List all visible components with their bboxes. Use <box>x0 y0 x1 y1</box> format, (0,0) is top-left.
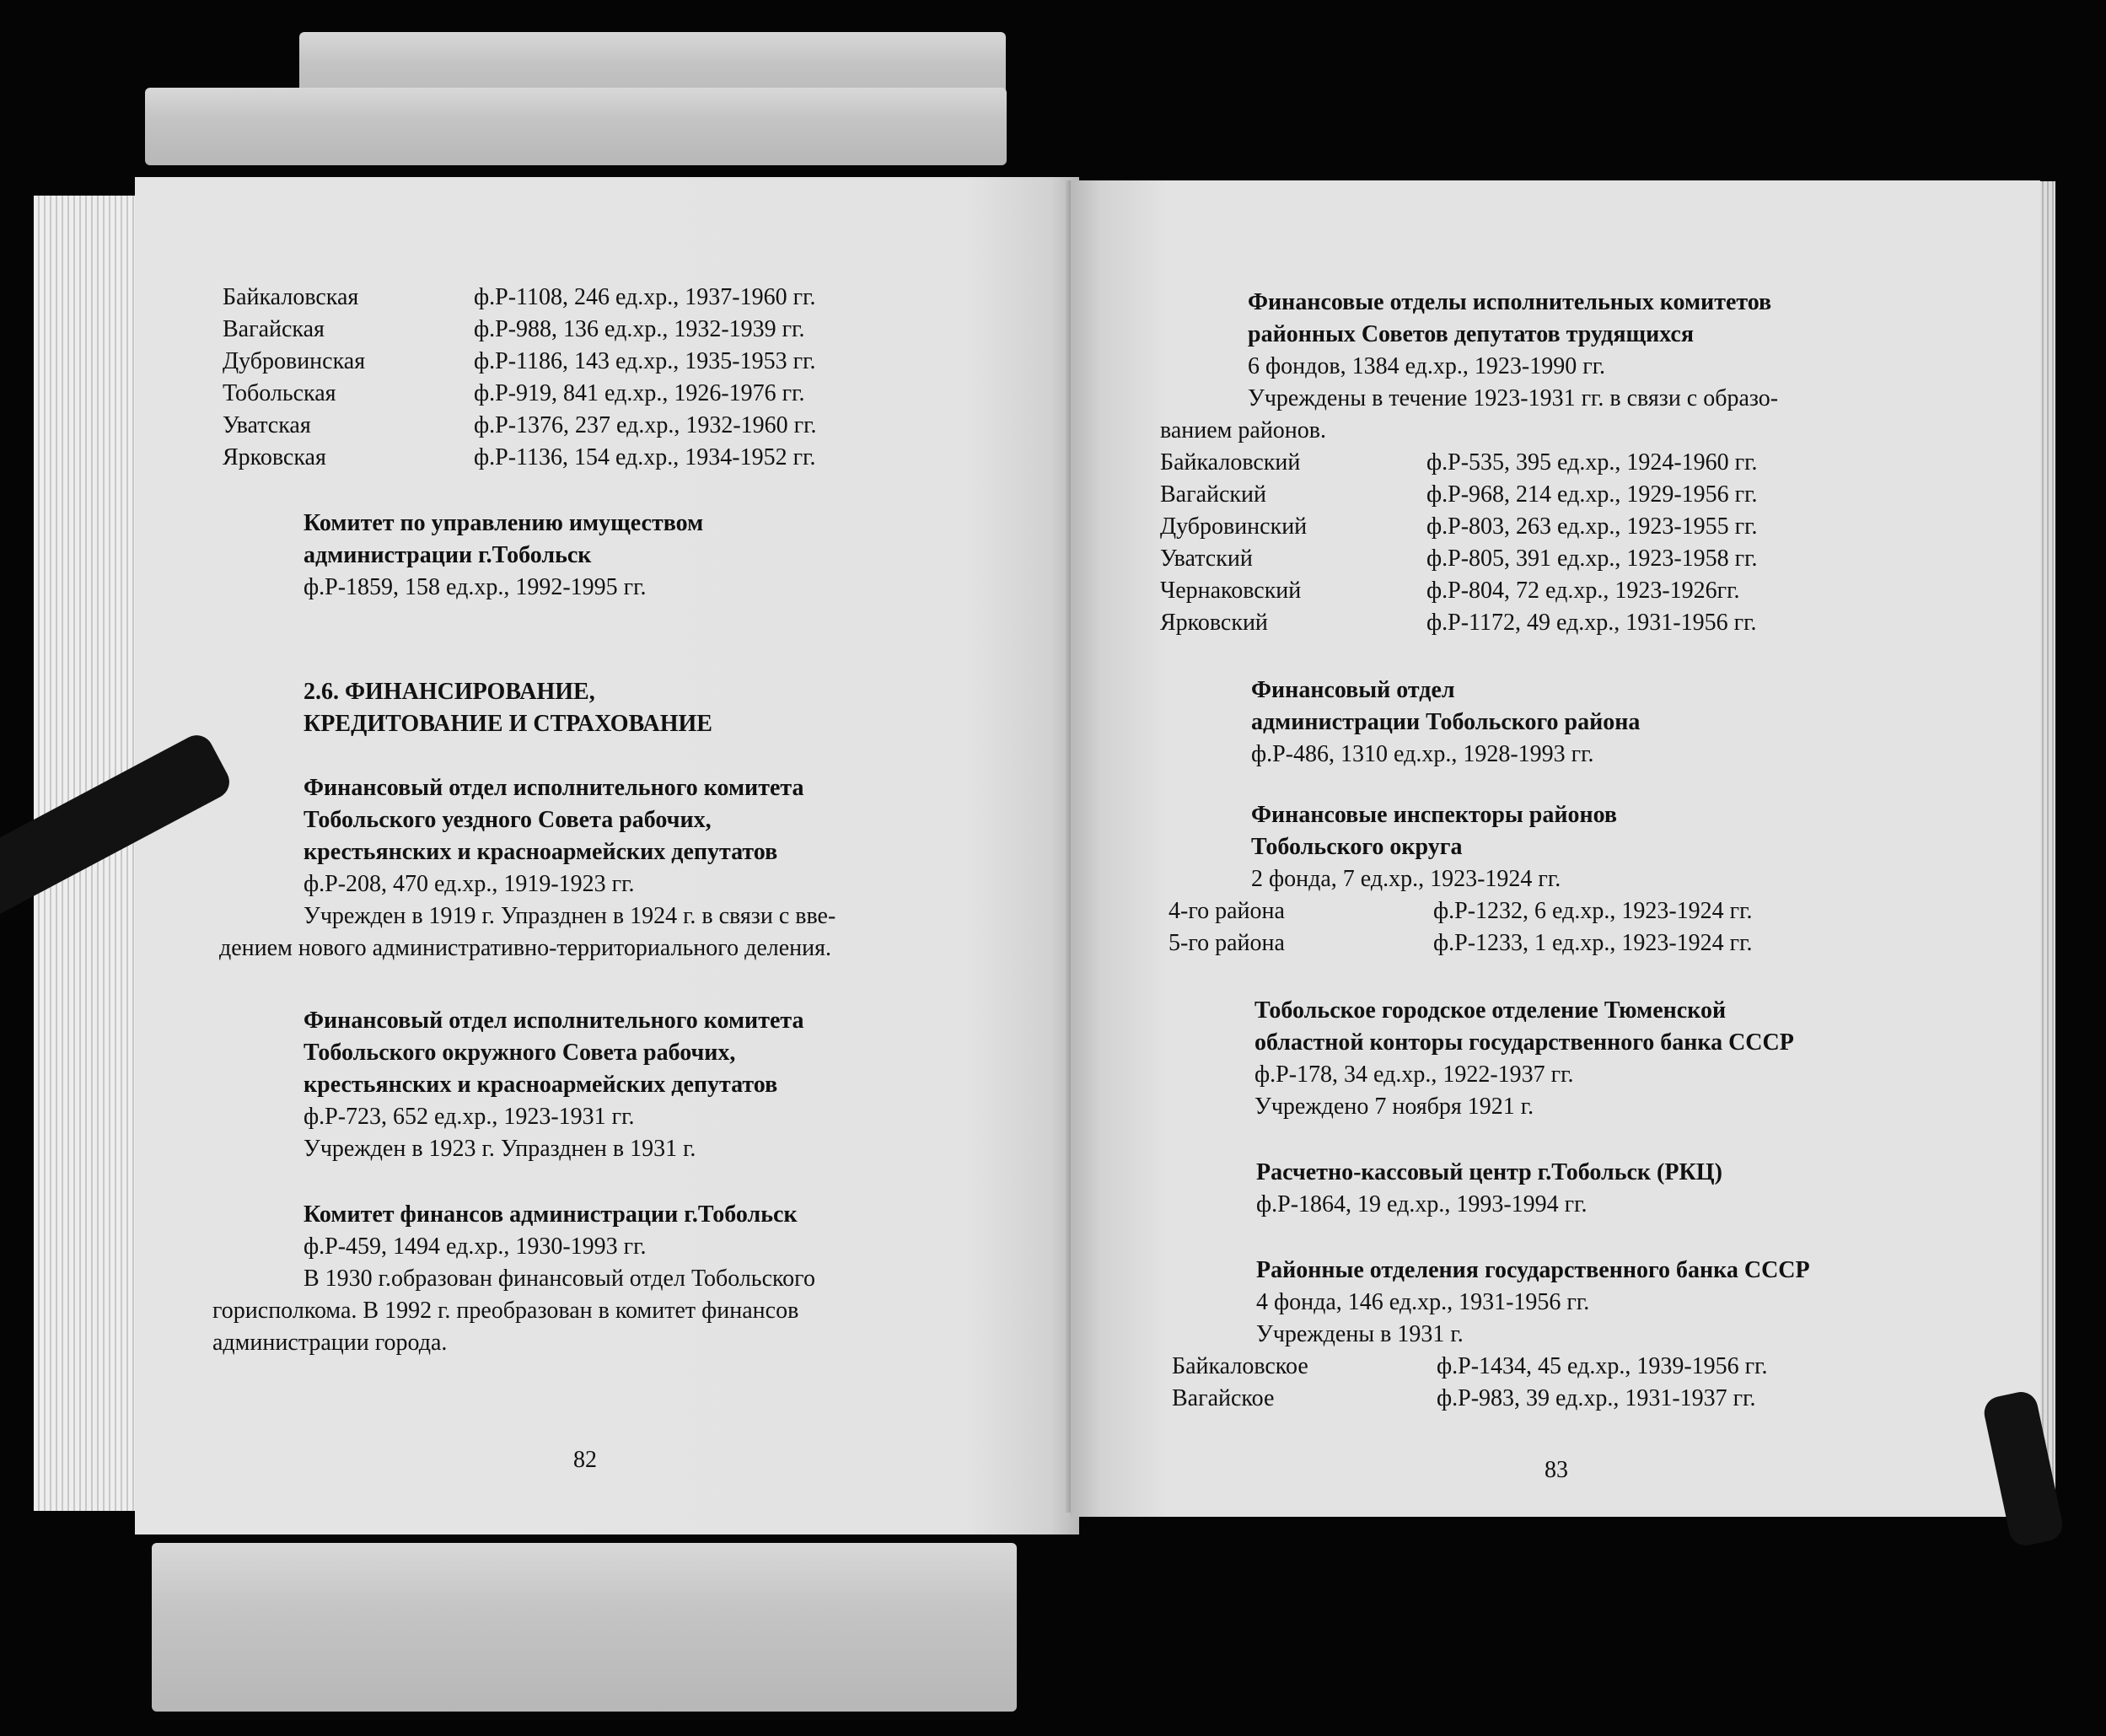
council-ref: ф.Р-1186, 143 ед.хр., 1935-1953 гг. <box>474 348 816 374</box>
council-ref: ф.Р-1376, 237 ед.хр., 1932-1960 гг. <box>474 412 817 438</box>
council-name: Тобольская <box>223 380 336 406</box>
council-ref: ф.Р-1108, 246 ед.хр., 1937-1960 гг. <box>474 284 816 310</box>
entry-ref: ф.Р-486, 1310 ед.хр., 1928-1993 гг. <box>1251 741 1594 767</box>
entry-ref: ф.Р-459, 1494 ед.хр., 1930-1993 гг. <box>304 1233 647 1260</box>
entry-summary: 6 фондов, 1384 ед.хр., 1923-1990 гг. <box>1248 353 1606 379</box>
entry-ref: ф.Р-1864, 19 ед.хр., 1993-1994 гг. <box>1256 1191 1588 1217</box>
entry-note: Учреждены в течение 1923-1931 гг. в связи с образо- <box>1248 385 1779 411</box>
entry-title: Тобольского уездного Совета рабочих, <box>304 807 712 833</box>
district-name: Ярковский <box>1160 610 1268 636</box>
entry-ref: ф.Р-208, 470 ед.хр., 1919-1923 гг. <box>304 871 635 897</box>
entry-title: Финансовые инспекторы районов <box>1251 802 1618 828</box>
district-ref: ф.Р-803, 263 ед.хр., 1923-1955 гг. <box>1426 513 1758 540</box>
page-number: 82 <box>573 1447 597 1473</box>
entry-title: Финансовые отделы исполнительных комитетов <box>1248 289 1772 315</box>
entry-title: областной конторы государственного банка СССР <box>1254 1029 1794 1056</box>
page-number: 83 <box>1545 1457 1568 1483</box>
entry-note: дением нового административно-территориального деления. <box>219 935 832 961</box>
entry-note: Учреждены в 1931 г. <box>1256 1321 1464 1347</box>
district-ref: ф.Р-805, 391 ед.хр., 1923-1958 гг. <box>1426 546 1758 572</box>
entry-title: администрации г.Тобольск <box>304 542 592 568</box>
district-ref: ф.Р-968, 214 ед.хр., 1929-1956 гг. <box>1426 481 1758 508</box>
entry-title: Тобольское городское отделение Тюменской <box>1254 997 1727 1024</box>
inspector-name: 5-го района <box>1169 930 1285 956</box>
inspector-ref: ф.Р-1232, 6 ед.хр., 1923-1924 гг. <box>1433 898 1753 924</box>
entry-summary: 4 фонда, 146 ед.хр., 1931-1956 гг. <box>1256 1289 1590 1315</box>
district-ref: ф.Р-804, 72 ед.хр., 1923-1926гг. <box>1426 578 1740 604</box>
council-name: Байкаловская <box>223 284 359 310</box>
entry-summary: 2 фонда, 7 ед.хр., 1923-1924 гг. <box>1251 866 1561 892</box>
entry-note: администрации города. <box>212 1330 448 1356</box>
entry-title: Районные отделения государственного банка СССР <box>1256 1257 1810 1283</box>
inspector-ref: ф.Р-1233, 1 ед.хр., 1923-1924 гг. <box>1433 930 1753 956</box>
council-name: Вагайская <box>223 316 325 342</box>
entry-title: Тобольского окружного Совета рабочих, <box>304 1040 736 1066</box>
council-name: Уватская <box>223 412 311 438</box>
section-heading: 2.6. ФИНАНСИРОВАНИЕ, <box>304 679 595 705</box>
entry-note: горисполкома. В 1992 г. преобразован в комитет финансов <box>212 1298 799 1324</box>
foam-weight-top-lower <box>145 88 1007 165</box>
entry-title: Финансовый отдел исполнительного комитета <box>304 1008 804 1034</box>
right-page <box>1071 180 2040 1517</box>
entry-title: Финансовый отдел <box>1251 677 1455 703</box>
bank-name: Вагайское <box>1172 1385 1275 1411</box>
entry-title: Расчетно-кассовый центр г.Тобольск (РКЦ) <box>1256 1159 1722 1185</box>
district-name: Байкаловский <box>1160 449 1301 476</box>
entry-ref: ф.Р-1859, 158 ед.хр., 1992-1995 гг. <box>304 574 647 600</box>
entry-note: Учреждено 7 ноября 1921 г. <box>1254 1094 1534 1120</box>
entry-title: администрации Тобольского района <box>1251 709 1641 735</box>
entry-note: ванием районов. <box>1160 417 1327 443</box>
entry-title: крестьянских и красноармейских депутатов <box>304 839 778 865</box>
section-heading: КРЕДИТОВАНИЕ И СТРАХОВАНИЕ <box>304 711 712 737</box>
district-name: Вагайский <box>1160 481 1266 508</box>
foam-weight-bottom <box>152 1543 1017 1712</box>
entry-ref: ф.Р-723, 652 ед.хр., 1923-1931 гг. <box>304 1104 635 1130</box>
entry-title: Тобольского округа <box>1251 834 1463 860</box>
bank-ref: ф.Р-1434, 45 ед.хр., 1939-1956 гг. <box>1437 1353 1768 1379</box>
district-name: Дубровинский <box>1160 513 1308 540</box>
entry-title: Комитет финансов администрации г.Тобольск <box>304 1201 798 1228</box>
inspector-name: 4-го района <box>1169 898 1285 924</box>
entry-note: Учрежден в 1923 г. Упразднен в 1931 г. <box>304 1136 696 1162</box>
council-ref: ф.Р-919, 841 ед.хр., 1926-1976 гг. <box>474 380 805 406</box>
district-ref: ф.Р-535, 395 ед.хр., 1924-1960 гг. <box>1426 449 1758 476</box>
council-name: Ярковская <box>223 444 326 470</box>
bank-ref: ф.Р-983, 39 ед.хр., 1931-1937 гг. <box>1437 1385 1756 1411</box>
entry-title: Финансовый отдел исполнительного комитета <box>304 775 804 801</box>
bank-name: Байкаловское <box>1172 1353 1308 1379</box>
entry-ref: ф.Р-178, 34 ед.хр., 1922-1937 гг. <box>1254 1061 1574 1088</box>
district-ref: ф.Р-1172, 49 ед.хр., 1931-1956 гг. <box>1426 610 1757 636</box>
entry-title: Комитет по управлению имуществом <box>304 510 704 536</box>
district-name: Уватский <box>1160 546 1253 572</box>
entry-note: В 1930 г.образован финансовый отдел Тобольского <box>304 1266 815 1292</box>
district-name: Чернаковский <box>1160 578 1302 604</box>
council-ref: ф.Р-988, 136 ед.хр., 1932-1939 гг. <box>474 316 805 342</box>
council-name: Дубровинская <box>223 348 366 374</box>
entry-note: Учрежден в 1919 г. Упразднен в 1924 г. в связи с вве- <box>304 903 836 929</box>
left-page <box>135 177 1079 1534</box>
council-ref: ф.Р-1136, 154 ед.хр., 1934-1952 гг. <box>474 444 816 470</box>
entry-title: районных Советов депутатов трудящихся <box>1248 321 1695 347</box>
entry-title: крестьянских и красноармейских депутатов <box>304 1072 778 1098</box>
